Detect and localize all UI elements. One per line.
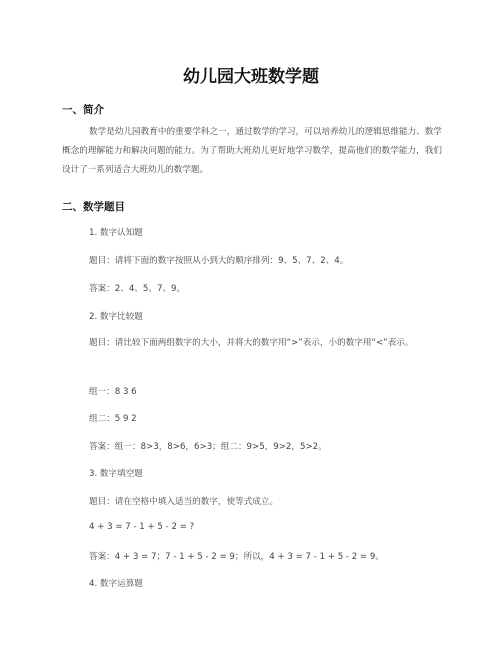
- problem-3-question: 题目：请在空格中填入适当的数字，使等式成立。: [89, 497, 279, 507]
- problem-4-title: 4. 数字运算题: [89, 579, 143, 589]
- section-heading-problems: 二、数学题目: [62, 201, 125, 213]
- problem-3-answer: 答案：4 + 3 = 7；7 - 1 + 5 - 2 = 9；所以，4 + 3 = 7 - 1 + 5 - 2 = 9。: [89, 552, 384, 562]
- problem-2-group-2: 组二：5 9 2: [89, 414, 137, 424]
- section-heading-intro: 一、简介: [62, 104, 104, 116]
- problem-2-group-1: 组一：8 3 6: [89, 387, 137, 397]
- problem-3-title: 3. 数字填空题: [89, 469, 143, 479]
- problem-2-question: 题目：请比较下面两组数字的大小，并将大的数字用“>”表示，小的数字用“<”表示。: [89, 338, 414, 348]
- page-title: 幼儿园大班数学题: [183, 67, 319, 87]
- intro-paragraph: 数学是幼儿园教育中的重要学科之一，通过数学的学习，可以培养幼儿的逻辑思维能力、数学概念的理解能力和解决问题的能力。为了帮助大班幼儿更好地学习数学，提高他们的数学能力，我们设计了一系列适合大班幼儿的数学题。: [62, 127, 442, 175]
- problem-2-title: 2. 数字比较题: [89, 312, 143, 322]
- problem-3-equation: 4 + 3 = 7 - 1 + 5 - 2 = ?: [89, 522, 195, 532]
- problem-1-question: 题目：请将下面的数字按照从小到大的顺序排列：9、5、7、2、4。: [89, 256, 349, 266]
- problem-1-title: 1. 数字认知题: [89, 228, 143, 238]
- problem-1-answer: 答案：2、4、5、7、9。: [89, 284, 186, 294]
- problem-2-answer: 答案：组一：8>3，8>6，6>3；组二：9>5，9>2，5>2。: [89, 442, 327, 452]
